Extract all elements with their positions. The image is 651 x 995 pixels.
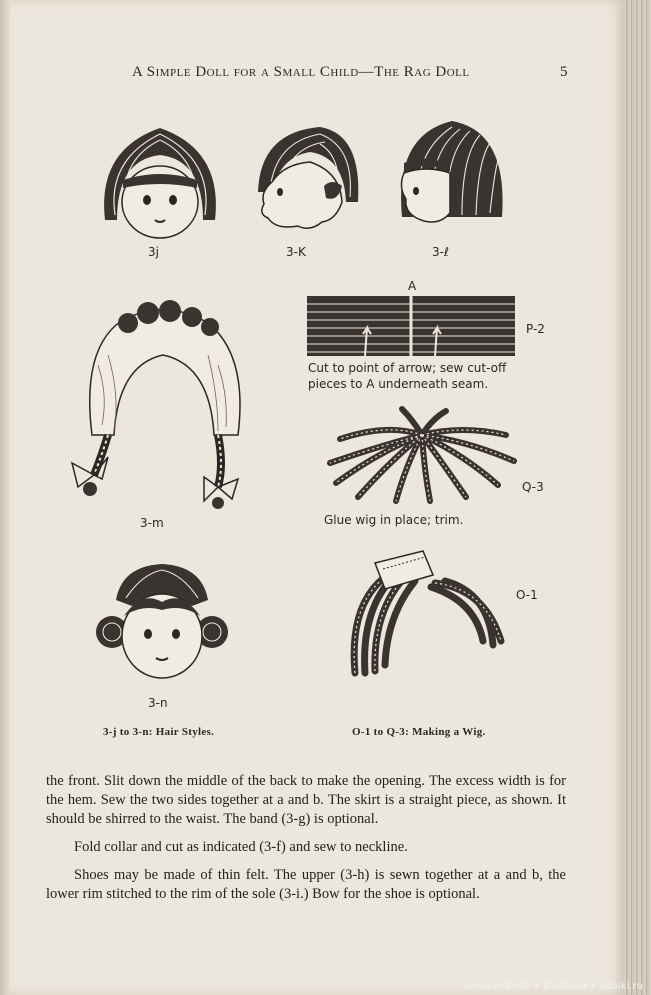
- running-head: A Simple Doll for a Small Child—The Rag Doll: [132, 64, 470, 80]
- label-a: A: [408, 279, 417, 293]
- hair-style-3l-illustration: [390, 115, 510, 240]
- wig-band-o1-illustration: [335, 545, 515, 675]
- paragraph-2: Fold collar and cut as indicated (3-f) and sew to neckline.: [74, 839, 408, 855]
- hair-style-3n-illustration: [92, 560, 232, 690]
- label-q3: Q-3: [522, 480, 544, 494]
- caption-hair-styles: 3-j to 3-n: Hair Styles.: [103, 726, 215, 738]
- page-stack-edge: [624, 0, 651, 995]
- paragraph-3: Shoes may be made of thin felt. The upper (3-h) is sewn together at a and b, the lower rim stitched to the rim of the sole (3-i.) Bow for the shoe is optional.: [46, 867, 566, 902]
- label-3n: 3-n: [148, 696, 168, 710]
- wig-q3-illustration: [322, 405, 522, 505]
- hair-style-3m-illustration: [68, 295, 253, 515]
- label-p2: P-2: [526, 322, 545, 336]
- label-3k: 3-K: [286, 245, 306, 259]
- wig-strip-p2-illustration: [305, 290, 520, 360]
- page-number: 5: [560, 64, 568, 80]
- note-p2-line2: pieces to A underneath seam.: [308, 377, 489, 391]
- page-gutter: [0, 0, 10, 995]
- label-3m: 3-m: [140, 516, 164, 530]
- note-q3: Glue wig in place; trim.: [324, 513, 464, 527]
- note-p2-line1: Cut to point of arrow; sew cut-off: [308, 361, 507, 375]
- hair-style-3j-illustration: [95, 120, 225, 245]
- label-3l: 3-ℓ: [432, 245, 449, 259]
- watermark: Antique-Dolls • Бэйбики • babiki.ru: [463, 981, 643, 992]
- caption-making-wig: O-1 to Q-3: Making a Wig.: [352, 726, 486, 738]
- label-o1: O-1: [516, 588, 538, 602]
- hair-style-3k-illustration: [250, 122, 365, 242]
- body-text: [46, 772, 566, 913]
- paragraph-1: the front. Slit down the middle of the back to make the opening. The excess width is for the hem. Sew the two sides together at a and b. The skirt is a straight piece, as shown. It should be shirred to the waist. The band (3-g) is optional.: [46, 773, 566, 827]
- label-3j: 3j: [148, 245, 159, 259]
